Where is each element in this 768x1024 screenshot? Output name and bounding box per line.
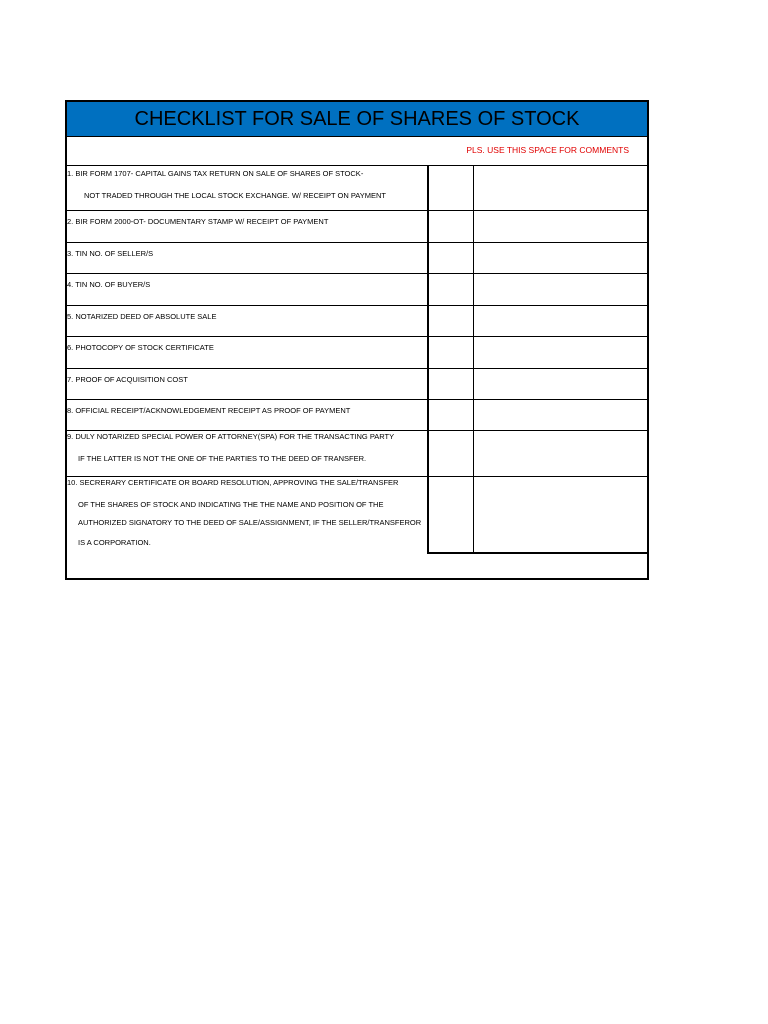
comment-cell[interactable] bbox=[473, 210, 647, 242]
checklist-item-line: 6. PHOTOCOPY OF STOCK CERTIFICATE bbox=[67, 343, 214, 352]
checklist-item-line: 1. BIR FORM 1707- CAPITAL GAINS TAX RETURN ON SALE OF SHARES OF STOCK- bbox=[67, 169, 364, 178]
checklist-item-8 bbox=[67, 399, 647, 431]
comment-cell[interactable] bbox=[473, 368, 647, 399]
checklist-item-line: AUTHORIZED SIGNATORY TO THE DEED OF SALE/ASSIGNMENT, IF THE SELLER/TRANSFEROR bbox=[78, 518, 422, 527]
checkbox-cell[interactable] bbox=[427, 166, 474, 210]
checkbox-cell[interactable] bbox=[427, 368, 474, 399]
comment-cell[interactable] bbox=[473, 166, 647, 210]
checklist-item-4 bbox=[67, 273, 647, 306]
comments-note: PLS. USE THIS SPACE FOR COMMENTS bbox=[466, 145, 629, 155]
comment-cell[interactable] bbox=[473, 273, 647, 305]
checklist-item-line: IF THE LATTER IS NOT THE ONE OF THE PARTIES TO THE DEED OF TRANSFER. bbox=[78, 454, 367, 463]
checklist-item-6 bbox=[67, 336, 647, 369]
checkbox-cell[interactable] bbox=[427, 210, 474, 242]
checklist-item-2 bbox=[67, 210, 647, 243]
checklist-item-7 bbox=[67, 368, 647, 400]
checklist-item-5 bbox=[67, 305, 647, 337]
checkbox-cell[interactable] bbox=[427, 273, 474, 305]
comments-header-row bbox=[67, 137, 647, 166]
checklist-item-line: IS A CORPORATION. bbox=[78, 538, 151, 547]
checklist-item-10 bbox=[67, 476, 647, 552]
checklist-item-line: 10. SECRERARY CERTIFICATE OR BOARD RESOLUTION, APPROVING THE SALE/TRANSFER bbox=[67, 478, 399, 487]
title-bar bbox=[67, 102, 647, 137]
checkbox-cell[interactable] bbox=[427, 430, 474, 476]
checkbox-cell[interactable] bbox=[427, 476, 474, 552]
checklist-item-line: 9. DULY NOTARIZED SPECIAL POWER OF ATTORNEY(SPA) FOR THE TRANSACTING PARTY bbox=[67, 432, 395, 441]
comment-cell[interactable] bbox=[473, 305, 647, 336]
checklist-item-line: 4. TIN NO. OF BUYER/S bbox=[67, 280, 151, 289]
checkbox-cell[interactable] bbox=[427, 399, 474, 430]
checklist-item-3 bbox=[67, 242, 647, 274]
checkbox-cell[interactable] bbox=[427, 242, 474, 273]
checkbox-cell[interactable] bbox=[427, 336, 474, 368]
comment-cell[interactable] bbox=[473, 336, 647, 368]
checklist-item-line: 8. OFFICIAL RECEIPT/ACKNOWLEDGEMENT RECEIPT AS PROOF OF PAYMENT bbox=[67, 406, 351, 415]
comment-cell[interactable] bbox=[473, 476, 647, 552]
comment-cell[interactable] bbox=[473, 242, 647, 273]
checklist-item-9 bbox=[67, 430, 647, 477]
checklist-sheet bbox=[65, 100, 649, 580]
checklist-item-line: NOT TRADED THROUGH THE LOCAL STOCK EXCHANGE. W/ RECEIPT ON PAYMENT bbox=[84, 191, 386, 200]
checklist-item-line: OF THE SHARES OF STOCK AND INDICATING THE THE NAME AND POSITION OF THE bbox=[78, 500, 384, 509]
checklist-item-line: 7. PROOF OF ACQUISITION COST bbox=[67, 375, 188, 384]
checkbox-cell[interactable] bbox=[427, 305, 474, 336]
comment-cell[interactable] bbox=[473, 430, 647, 476]
checklist-item-1 bbox=[67, 166, 647, 211]
checklist-item-line: 5. NOTARIZED DEED OF ABSOLUTE SALE bbox=[67, 312, 217, 321]
footer-row bbox=[67, 553, 647, 578]
comment-cell[interactable] bbox=[473, 399, 647, 430]
checklist-item-line: 2. BIR FORM 2000-OT- DOCUMENTARY STAMP W/ RECEIPT OF PAYMENT bbox=[67, 217, 329, 226]
checklist-item-line: 3. TIN NO. OF SELLER/S bbox=[67, 249, 154, 258]
page-title: CHECKLIST FOR SALE OF SHARES OF STOCK bbox=[134, 107, 580, 130]
